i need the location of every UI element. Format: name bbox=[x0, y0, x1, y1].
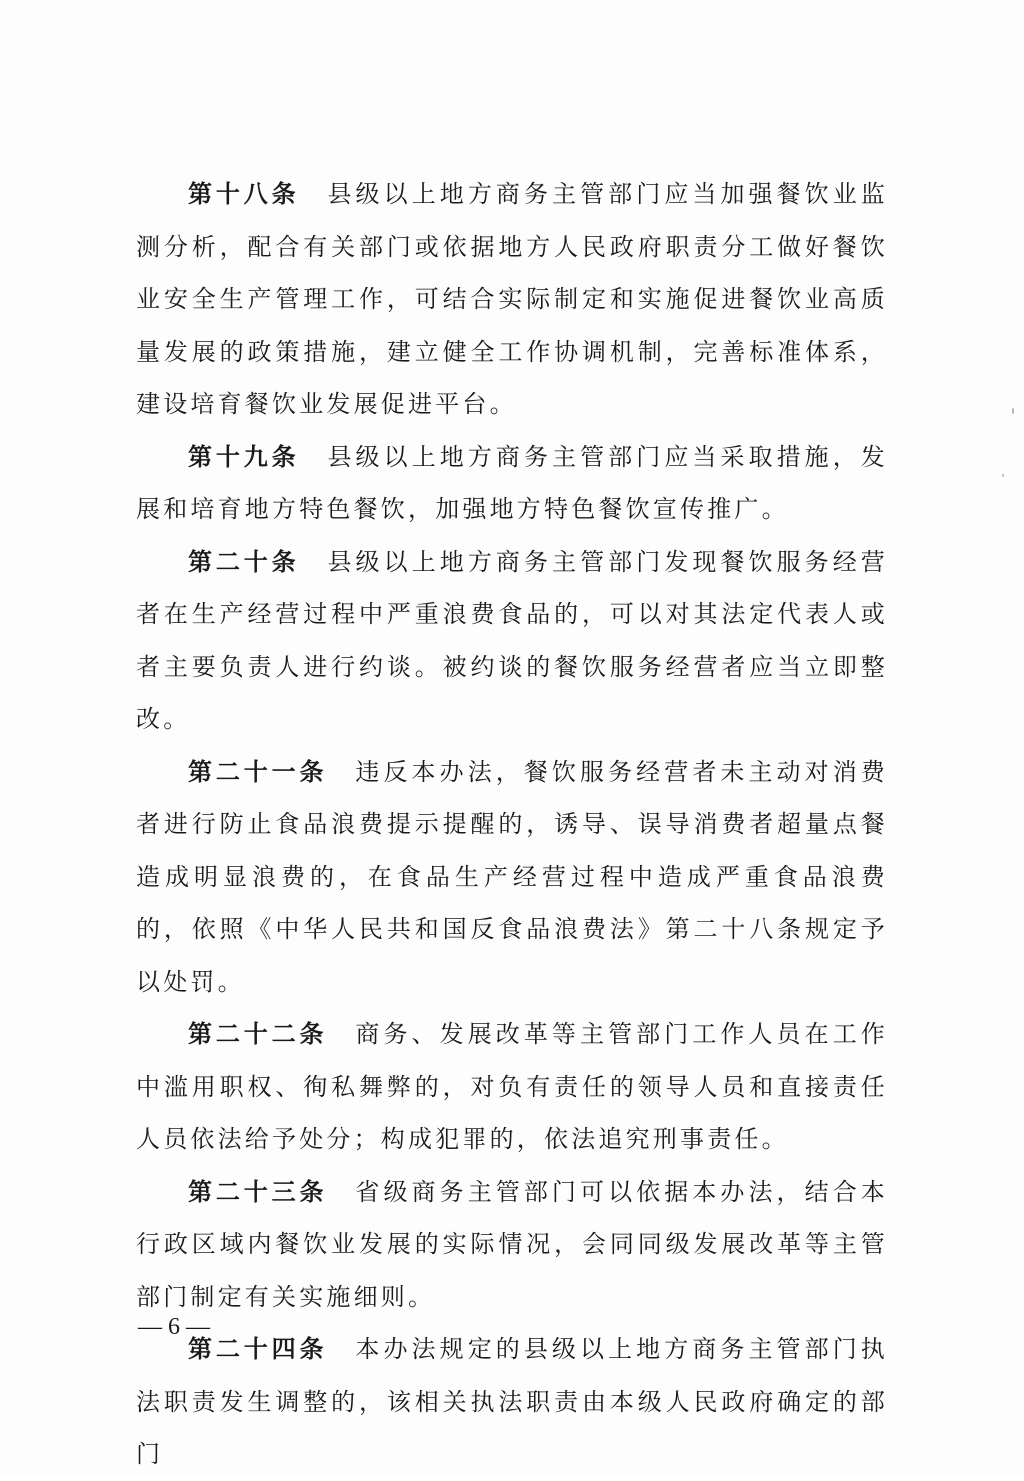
article-23 bbox=[136, 1166, 888, 1324]
article-24 bbox=[136, 1323, 888, 1481]
article-body: 商务、发展改革等主管部门工作人员在工作中滥用职权、徇私舞弊的，对负有责任的领导人员和直接责任人员依法给予处分；构成犯罪的，依法追究刑事责任。 bbox=[136, 1020, 888, 1153]
article-19 bbox=[136, 431, 888, 536]
page-number: — 6 — bbox=[138, 1314, 210, 1340]
article-21 bbox=[136, 746, 888, 1009]
article-18 bbox=[136, 168, 888, 431]
article-body: 省级商务主管部门可以依据本办法，结合本行政区域内餐饮业发展的实际情况，会同同级发展改革等主管部门制定有关实施细则。 bbox=[136, 1177, 888, 1311]
article-title: 第二十三条 bbox=[188, 1177, 328, 1206]
regulation-text bbox=[136, 168, 888, 1481]
article-body: 本办法规定的县级以上地方商务主管部门执法职责发生调整的，该相关执法职责由本级人民政府确定的部门 bbox=[136, 1335, 888, 1468]
article-body: 县级以上地方商务主管部门应当加强餐饮业监测分析，配合有关部门或依据地方人民政府职责分工做好餐饮业安全生产管理工作，可结合实际制定和实施促进餐饮业高质量发展的政策措施，建立健全工作协调机制，完善标准体系，建设培育餐饮业发展促进平台。 bbox=[136, 180, 889, 418]
article-title: 第十八条 bbox=[188, 180, 300, 208]
article-body: 违反本办法，餐饮服务经营者未主动对消费者进行防止食品浪费提示提醒的，诱导、误导消费者超量点餐造成明显浪费的，在食品生产经营过程中造成严重食品浪费的，依照《中华人民共和国反食品浪费法》第二十八条规定予以处罚。 bbox=[136, 757, 888, 996]
article-20 bbox=[136, 536, 888, 746]
article-title: 第二十条 bbox=[188, 547, 300, 576]
article-22 bbox=[136, 1008, 888, 1166]
scan-speck bbox=[1002, 474, 1004, 477]
article-body: 县级以上地方商务主管部门发现餐饮服务经营者在生产经营过程中严重浪费食品的，可以对其法定代表人或者主要负责人进行约谈。被约谈的餐饮服务经营者应当立即整改。 bbox=[136, 547, 889, 733]
scan-speck bbox=[1012, 408, 1014, 414]
article-title: 第二十四条 bbox=[188, 1335, 328, 1363]
article-title: 第二十一条 bbox=[188, 757, 328, 786]
article-title: 第十九条 bbox=[188, 442, 300, 471]
article-title: 第二十二条 bbox=[188, 1020, 328, 1048]
article-body: 县级以上地方商务主管部门应当采取措施，发展和培育地方特色餐饮，加强地方特色餐饮宣传推广。 bbox=[136, 442, 889, 523]
